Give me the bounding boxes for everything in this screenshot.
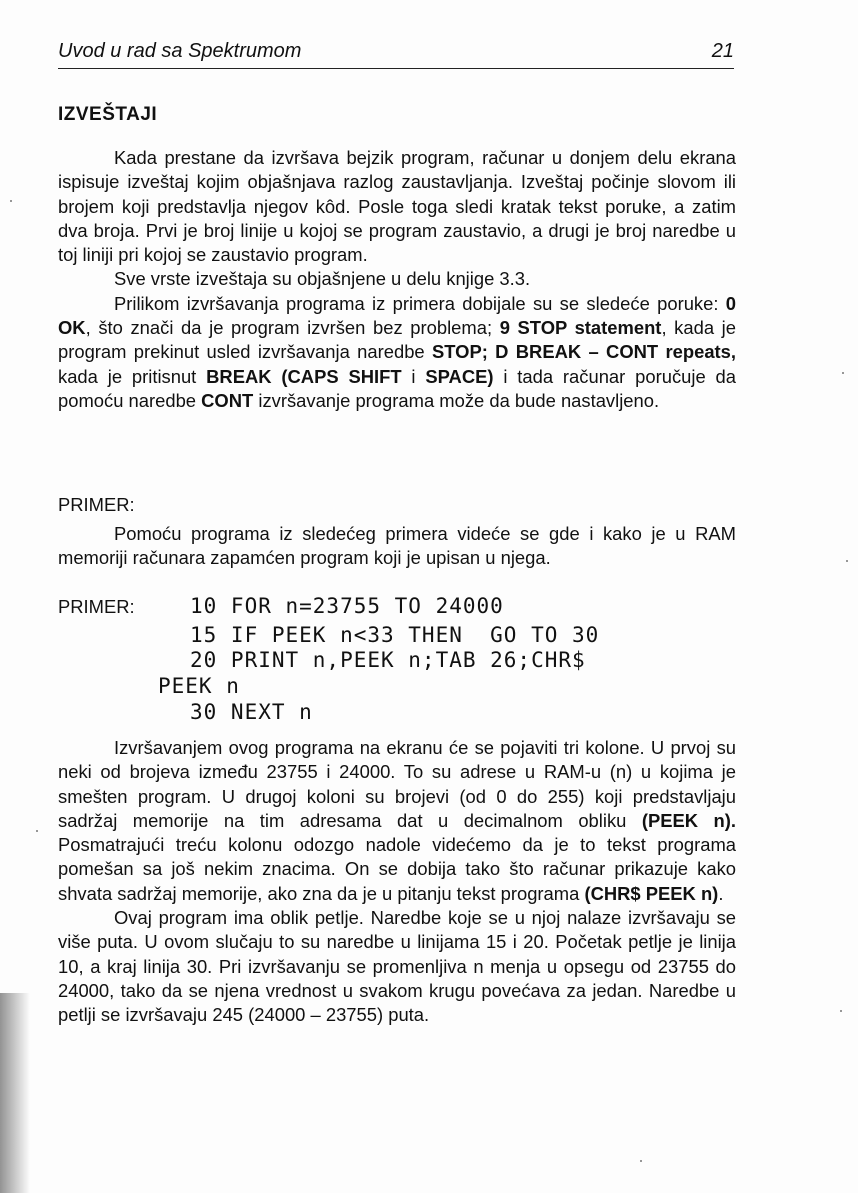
message-ok: 0 OK: [58, 292, 736, 339]
code-line-10: 10 FOR n=23755 TO 24000: [190, 594, 504, 618]
intro-paragraph-1: Kada prestane da izvršava bejzik program, računar u donjem delu ekrana ispisuje izveštaj kojim objašnjava razlog zaustavljanja. Izveštaj počinje slovom ili brojem koji predstavlja njegov kôd. Posle toga sledi kratak tekst poruke, a zatim dva broja. Prvi je broj linije u kojoj se program zaustavio, a drugi je broj naredbe u toj liniji pri kojoj se zaustavio program.: [58, 147, 736, 266]
intro-section: [58, 146, 736, 413]
scan-speck: [10, 200, 12, 202]
page-number: 21: [711, 40, 734, 62]
primer-label-2: PRIMER:: [58, 596, 135, 617]
code-line-15: 15 IF PEEK n<33 THEN GO TO 30: [190, 623, 600, 647]
explanation-paragraph-1: Izvršavanjem ovog programa na ekranu će se pojaviti tri kolone. U prvoj su neki od brojeva između 23755 i 24000. To su adrese u RAM-u (n) u kojima je smešten program. U drugoj koloni su brojevi (od 0 do 255) koji predstavljaju sadržaj memorije na tim adresama dat u decimalnom obliku (PEEK n). Posmatrajući treću kolonu odozgo nadole videćemo da je to tekst programa pomešan sa još nekim znacima. On se dobija tako što računar prikazuje kako shvata sadržaj memorije, ako zna da je u pitanju tekst programa (CHR$ PEEK n).: [58, 737, 736, 904]
code-line-20-continued: PEEK n: [158, 674, 240, 698]
message-break: STOP; D BREAK – CONT repeats,: [431, 341, 737, 363]
scan-speck: [640, 1160, 642, 1162]
intro-paragraph-2: Sve vrste izveštaja su objašnjene u delu knjige 3.3.: [114, 268, 531, 290]
peek-n: (PEEK n).: [641, 809, 736, 831]
primer-label-1: PRIMER:: [58, 494, 135, 515]
page-header: [58, 38, 734, 69]
explanation-section: [58, 736, 736, 1028]
message-stop: 9 STOP statement: [499, 317, 662, 339]
code-line-30: 30 NEXT n: [190, 700, 313, 724]
running-title: Uvod u rad sa Spektrumom: [58, 40, 302, 62]
scan-binding-shadow: [0, 993, 30, 1193]
scan-speck: [36, 830, 38, 832]
scan-speck: [846, 560, 848, 562]
key-space: SPACE): [425, 365, 494, 387]
primer-description: Pomoću programa iz sledećeg primera videće se gde i kako je u RAM memoriji računara zapamćen program koji je upisan u njega.: [58, 523, 736, 569]
intro-paragraph-3: Prilikom izvršavanja programa iz primera dobijale su se sledeće poruke: 0 OK, što znači da je program izvršen bez problema; 9 STOP statement, kada je program prekinut usled izvršavanja naredbe STOP; D BREAK – CONT repeats, kada je pritisnut BREAK (CAPS SHIFT i SPACE) i tada računar poručuje da pomoću naredbe CONT izvršavanje programa može da bude nastavljeno.: [58, 292, 737, 411]
command-cont: CONT: [201, 389, 254, 411]
key-break-caps: BREAK (CAPS SHIFT: [206, 365, 402, 387]
code-line-20: 20 PRINT n,PEEK n;TAB 26;CHR$: [190, 648, 586, 672]
scan-speck: [840, 1010, 842, 1012]
section-heading: IZVEŠTAJI: [58, 104, 158, 125]
explanation-paragraph-2: Ovaj program ima oblik petlje. Naredbe koje se u njoj nalaze izvršavaju se više puta. U ovom slučaju to su naredbe u linijama 15 i 20. Početak petlje je linija 10, a kraj linija 30. Pri izvršavanju se promenljiva n menja u opsegu od 23755 do 24000, tako da se njena vrednost u svakom krugu povećava za jedan. Naredbe u petlji se izvršavaju 245 (24000 – 23755) puta.: [58, 907, 736, 1026]
chr-peek-n: (CHR$ PEEK n): [584, 882, 719, 904]
scan-speck: [842, 372, 844, 374]
